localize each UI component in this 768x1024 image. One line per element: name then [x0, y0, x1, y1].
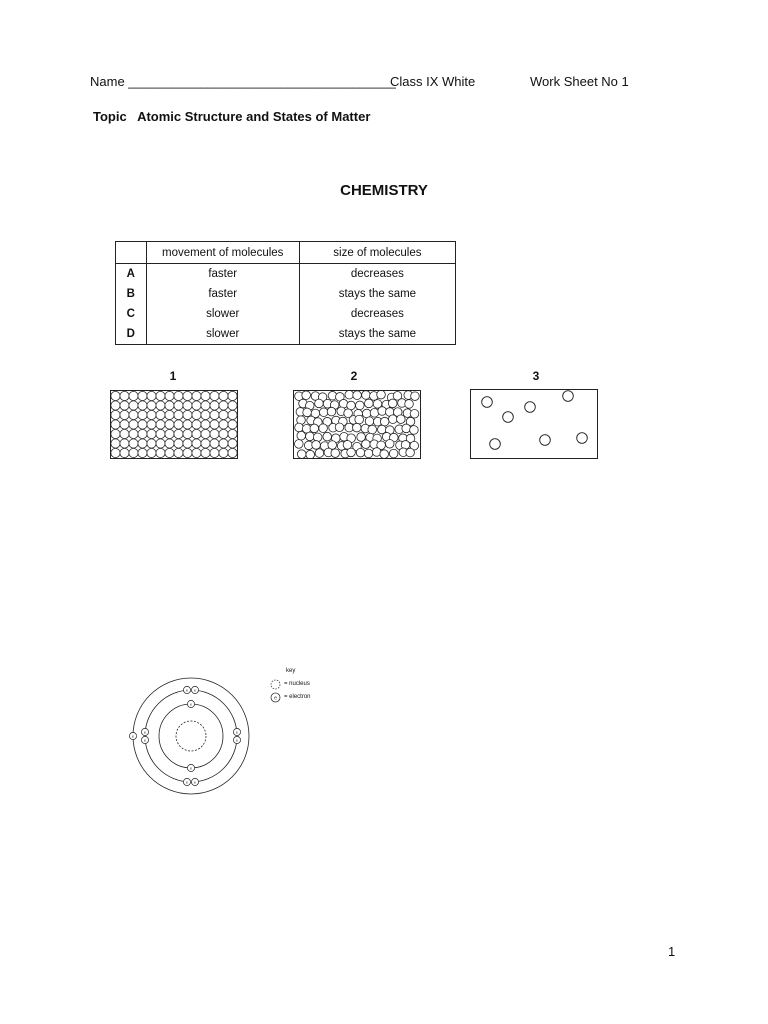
gas-particle [503, 412, 514, 423]
electron-symbol: e [235, 729, 239, 735]
solid-particle [192, 391, 201, 400]
topic-line [93, 109, 370, 124]
page-number: 1 [668, 944, 676, 959]
class-label: Class IX White [390, 74, 476, 89]
header-option [116, 242, 147, 264]
gas-particle [540, 435, 551, 446]
movement-cell: faster [146, 264, 299, 285]
solid-particle [165, 391, 174, 400]
solid-particle [120, 391, 129, 400]
option-letter: A [116, 264, 147, 285]
solid-particle [174, 420, 183, 429]
solid-particle [210, 410, 219, 419]
liquid-particle [405, 400, 414, 409]
solid-particle [201, 391, 210, 400]
liquid-particle [368, 425, 377, 434]
solid-particle [138, 420, 147, 429]
liquid-particle [410, 409, 419, 418]
solid-particle [183, 448, 192, 457]
diagram-label-3: 3 [532, 369, 540, 383]
topic-text: Atomic Structure and States of Matter [137, 109, 371, 124]
gas-particle [577, 433, 588, 444]
liquid-particle [356, 448, 365, 457]
liquid-particle [353, 391, 362, 400]
liquid-particle [313, 433, 322, 442]
solid-particle [138, 429, 147, 438]
nucleus [176, 721, 206, 751]
solid-particle [192, 401, 201, 410]
liquid-particle [306, 432, 315, 441]
solid-particle [201, 429, 210, 438]
liquid-particle [370, 409, 379, 418]
electron-key-icon [270, 692, 281, 703]
liquid-particle [295, 440, 304, 449]
liquid-particle [323, 432, 332, 441]
solid-particles-diagram [110, 390, 238, 459]
solid-particle [228, 410, 237, 419]
solid-particle [156, 391, 165, 400]
liquid-particle [378, 407, 387, 416]
option-letter: B [116, 284, 147, 304]
electron-symbol: e [235, 737, 239, 743]
solid-particle [129, 391, 138, 400]
solid-particle [183, 420, 192, 429]
solid-particle [228, 391, 237, 400]
movement-cell: faster [146, 284, 299, 304]
liquid-particle [303, 408, 312, 417]
size-cell: stays the same [299, 284, 455, 304]
solid-particle [129, 420, 138, 429]
question-table [115, 241, 456, 345]
movement-cell: slower [146, 304, 299, 324]
solid-particle [138, 401, 147, 410]
liquid-particle [389, 449, 398, 458]
solid-particle [111, 401, 120, 410]
solid-particle [129, 448, 138, 457]
liquid-particles-diagram [293, 390, 421, 459]
solid-particle [174, 391, 183, 400]
solid-particle [201, 410, 210, 419]
solid-particle [219, 439, 228, 448]
solid-particle [111, 448, 120, 457]
liquid-particle [406, 448, 415, 457]
liquid-particle [362, 440, 371, 449]
solid-particle [228, 401, 237, 410]
table-row [116, 284, 456, 304]
solid-particle [165, 429, 174, 438]
solid-particle [147, 391, 156, 400]
solid-particle [120, 429, 129, 438]
size-cell: decreases [299, 304, 455, 324]
solid-particle [183, 429, 192, 438]
gas-particle [490, 439, 501, 450]
nucleus-key-icon [270, 679, 281, 690]
solid-particle [219, 420, 228, 429]
solid-particle [219, 429, 228, 438]
solid-particle [111, 410, 120, 419]
solid-particle [192, 448, 201, 457]
option-letter: D [116, 324, 147, 345]
liquid-particle [335, 423, 344, 432]
solid-particle [147, 429, 156, 438]
solid-particle [183, 410, 192, 419]
solid-particle [210, 448, 219, 457]
solid-particle [129, 410, 138, 419]
solid-particle [174, 410, 183, 419]
electron-symbol: e [185, 779, 189, 785]
liquid-particle [380, 417, 389, 426]
liquid-particle [297, 431, 306, 440]
electron-symbol: e [185, 687, 189, 693]
solid-particle [147, 448, 156, 457]
liquid-particle [347, 401, 356, 410]
header-movement: movement of molecules [146, 242, 299, 264]
solid-particle [210, 420, 219, 429]
liquid-particle [315, 399, 324, 408]
liquid-particle [389, 415, 398, 424]
solid-particle [156, 448, 165, 457]
solid-particle [129, 439, 138, 448]
liquid-particle [306, 450, 315, 458]
solid-particle [147, 410, 156, 419]
liquid-particle [327, 407, 336, 416]
liquid-particle [315, 449, 324, 458]
electron-symbol: e [189, 765, 193, 771]
solid-particle [219, 410, 228, 419]
liquid-particle [362, 391, 371, 399]
size-cell: decreases [299, 264, 455, 285]
electron-symbol: e [143, 737, 147, 743]
liquid-particle [365, 399, 374, 408]
solid-particle [129, 429, 138, 438]
liquid-particle [312, 441, 321, 450]
solid-particle [174, 401, 183, 410]
solid-particle [120, 439, 129, 448]
solid-particle [165, 401, 174, 410]
solid-particle [174, 439, 183, 448]
electron-symbol: e [193, 779, 197, 785]
solid-particle [120, 448, 129, 457]
topic-label: Topic [93, 109, 127, 124]
key-title: key [286, 668, 296, 674]
solid-particle [138, 410, 147, 419]
solid-particle [183, 439, 192, 448]
solid-particle [210, 391, 219, 400]
key-electron-label: = electron [284, 694, 311, 700]
worksheet-number: Work Sheet No 1 [530, 74, 629, 89]
liquid-particle [397, 415, 406, 424]
liquid-particle [377, 391, 386, 399]
solid-particle [219, 401, 228, 410]
electron-symbol: e [193, 687, 197, 693]
solid-particle [201, 401, 210, 410]
solid-particle [201, 448, 210, 457]
liquid-particle [345, 391, 354, 399]
liquid-particle [319, 424, 328, 433]
solid-particle [111, 429, 120, 438]
solid-particle [156, 420, 165, 429]
liquid-particle [295, 423, 304, 432]
solid-particle [165, 410, 174, 419]
solid-particle [228, 420, 237, 429]
liquid-particle [362, 409, 371, 418]
solid-particle [165, 439, 174, 448]
solid-particle [183, 401, 192, 410]
solid-particle [219, 391, 228, 400]
liquid-particle [380, 450, 389, 458]
solid-particle [228, 448, 237, 457]
liquid-particle [310, 424, 319, 433]
page-title [0, 182, 768, 199]
subject-title: CHEMISTRY [340, 182, 428, 199]
key-nucleus-label: = nucleus [284, 681, 310, 687]
solid-particle [156, 410, 165, 419]
solid-particle [210, 401, 219, 410]
solid-particle [156, 429, 165, 438]
table-row [116, 304, 456, 324]
solid-particle [147, 439, 156, 448]
electron-symbol: e [143, 729, 147, 735]
header-size: size of molecules [299, 242, 455, 264]
liquid-particle [364, 449, 373, 458]
solid-particle [228, 429, 237, 438]
table-row [116, 264, 456, 285]
solid-particle [138, 439, 147, 448]
solid-particle [210, 429, 219, 438]
solid-particle [165, 420, 174, 429]
solid-particle [147, 420, 156, 429]
liquid-particle [297, 450, 306, 458]
solid-particle [120, 401, 129, 410]
solid-particle [183, 391, 192, 400]
solid-particle [165, 448, 174, 457]
table-header-row [116, 242, 456, 264]
solid-particle [192, 439, 201, 448]
solid-particle [228, 439, 237, 448]
solid-particle [192, 420, 201, 429]
solid-particle [111, 420, 120, 429]
liquid-particle [347, 448, 356, 457]
movement-cell: slower [146, 324, 299, 345]
solid-particle [219, 448, 228, 457]
liquid-particle [410, 426, 419, 435]
solid-particle [192, 429, 201, 438]
liquid-particle [356, 401, 365, 410]
gas-particle [563, 391, 574, 402]
gas-particle [482, 397, 493, 408]
electron-symbol: e [131, 733, 135, 739]
solid-particle [120, 410, 129, 419]
gas-particle [525, 402, 536, 413]
solid-particle [174, 429, 183, 438]
gas-particles-diagram [470, 389, 598, 459]
solid-particle [210, 439, 219, 448]
solid-particle [129, 401, 138, 410]
liquid-particle [302, 391, 311, 400]
liquid-particle [385, 439, 394, 448]
solid-particle [156, 439, 165, 448]
solid-particle [138, 448, 147, 457]
key-electron-symbol: e [274, 695, 277, 702]
solid-particle [138, 391, 147, 400]
liquid-particle [353, 423, 362, 432]
solid-particle [111, 439, 120, 448]
solid-particle [111, 391, 120, 400]
solid-particle [174, 448, 183, 457]
solid-particle [201, 420, 210, 429]
liquid-particle [331, 449, 340, 458]
liquid-particle [402, 424, 411, 433]
solid-particle [120, 420, 129, 429]
electron-symbol: e [189, 701, 193, 707]
solid-particle [192, 410, 201, 419]
size-cell: stays the same [299, 324, 455, 345]
diagram-label-1: 1 [169, 369, 177, 383]
liquid-particle [411, 392, 420, 401]
liquid-particle [355, 415, 364, 424]
solid-particle [147, 401, 156, 410]
atom-shell-diagram [125, 672, 265, 800]
diagram-label-2: 2 [350, 369, 358, 383]
solid-particle [156, 401, 165, 410]
liquid-particle [319, 408, 328, 417]
table-row [116, 324, 456, 345]
liquid-particle [388, 399, 397, 408]
name-field-label: Name _____________________________________ [90, 74, 396, 89]
option-letter: C [116, 304, 147, 324]
solid-particle [201, 439, 210, 448]
